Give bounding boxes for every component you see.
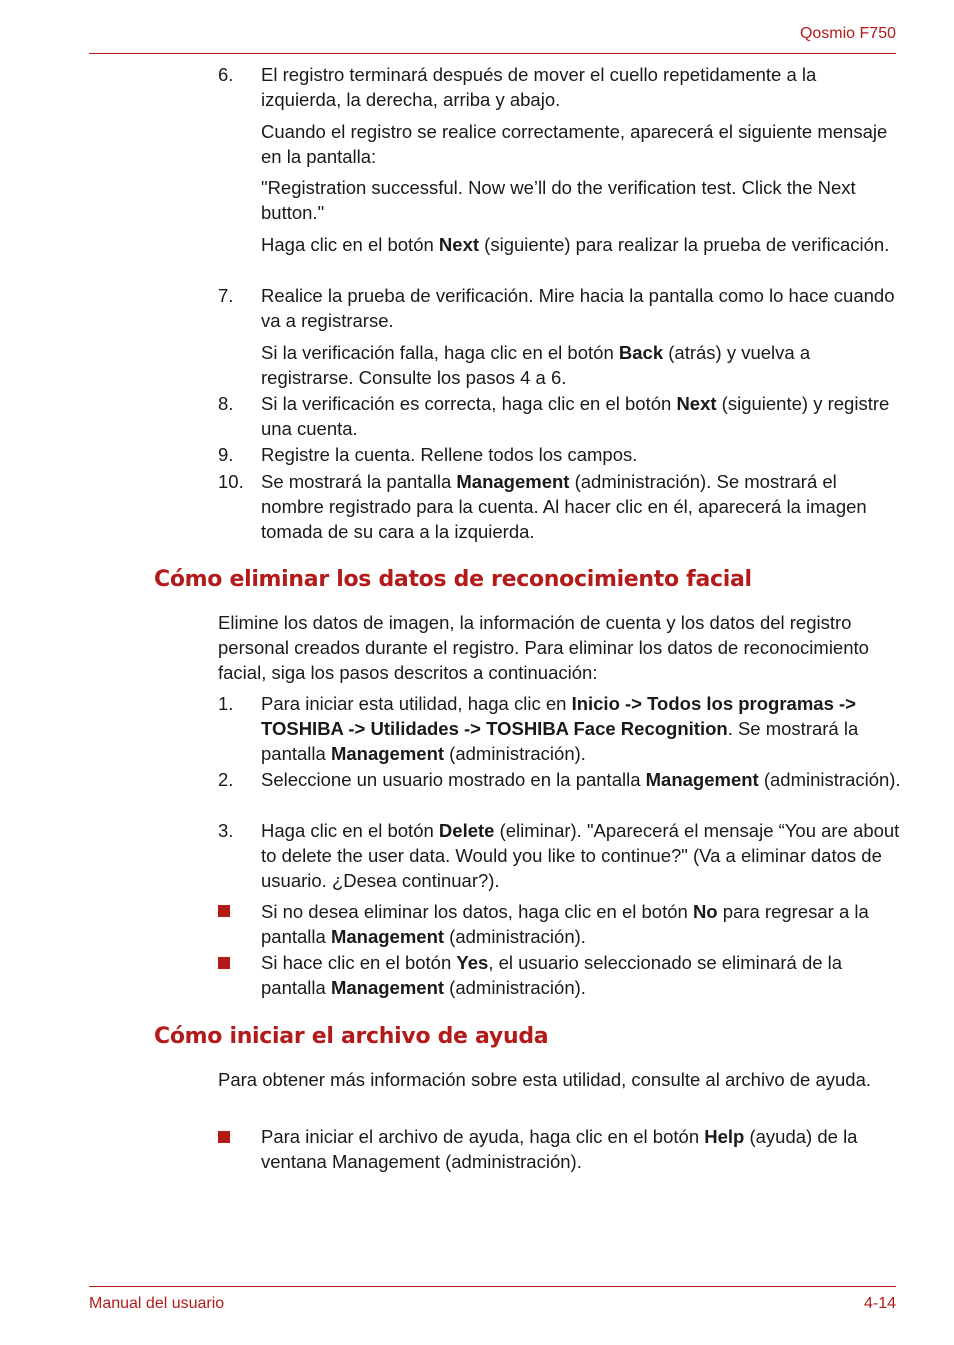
text-run: (atrás) y vuelva a registrarse. Consulte los pasos 4 a 6. bbox=[261, 342, 811, 388]
item6-paragraph-4 bbox=[261, 232, 901, 257]
text-run: Haga clic en el botón bbox=[261, 820, 439, 841]
text-run: Si hace clic en el botón bbox=[261, 952, 457, 973]
text-run: Seleccione un usuario mostrado en la pantalla bbox=[261, 769, 646, 790]
bold-term: Back bbox=[618, 342, 664, 363]
bullet-square-icon bbox=[218, 957, 230, 969]
step-number-3: 3. bbox=[218, 820, 234, 841]
step-number-1: 1. bbox=[218, 693, 234, 714]
list-number-8: 8. bbox=[218, 393, 234, 414]
text-run: (administración). bbox=[444, 743, 586, 764]
item9-paragraph: Registre la cuenta. Rellene todos los campos. bbox=[261, 444, 638, 465]
bold-term: No bbox=[692, 901, 718, 922]
list-number-9: 9. bbox=[218, 444, 234, 465]
text-run: Para iniciar esta utilidad, haga clic en bbox=[261, 693, 572, 714]
bullet-square-icon bbox=[218, 1131, 230, 1143]
item10-paragraph bbox=[261, 469, 901, 544]
text-run: (siguiente) para realizar la prueba de verificación. bbox=[479, 234, 890, 255]
text-run: Si la verificación es correcta, haga clic en el botón bbox=[261, 393, 677, 414]
step3-paragraph bbox=[261, 818, 901, 893]
bold-term: Management bbox=[456, 471, 570, 492]
text-run: (administración). bbox=[444, 926, 586, 947]
text-run: Se mostrará la pantalla bbox=[261, 471, 457, 492]
bold-term: Help bbox=[704, 1126, 745, 1147]
header-title: Qosmio F750 bbox=[799, 25, 896, 42]
text-run: (ayuda) de la ventana Management (administración). bbox=[261, 1126, 858, 1172]
text-run: Para iniciar el archivo de ayuda, haga clic en el botón bbox=[261, 1126, 705, 1147]
section2-intro: Para obtener más información sobre esta utilidad, consulte al archivo de ayuda. bbox=[218, 1069, 872, 1090]
text-run: (administración). Se mostrará el nombre registrado para la cuenta. Al hacer clic en él, aparecerá la imagen tomada de su cara a la izquierda. bbox=[261, 471, 867, 542]
step-number-2: 2. bbox=[218, 769, 234, 790]
list-number-10: 10. bbox=[218, 471, 244, 492]
footer-page-number: 4-14 bbox=[863, 1295, 896, 1312]
text-run: (siguiente) y registre una cuenta. bbox=[261, 393, 890, 439]
section1-intro: Elimine los datos de imagen, la información de cuenta y los datos del registro personal creados durante el registro. Para eliminar los datos de reconocimiento facial, siga los pasos descritos a continuación: bbox=[218, 612, 869, 683]
bullet2-paragraph bbox=[261, 950, 901, 1000]
bullet-square-icon bbox=[218, 905, 230, 917]
text-run: (administración). bbox=[444, 977, 586, 998]
bold-term: Yes bbox=[456, 952, 489, 973]
help-bullet-paragraph bbox=[261, 1124, 901, 1174]
step2-paragraph bbox=[261, 767, 901, 792]
text-run: . Se mostrará la pantalla bbox=[261, 718, 859, 764]
item6-paragraph-1: El registro terminará después de mover el cuello repetidamente a la izquierda, la derecha, arriba y abajo. bbox=[261, 64, 817, 110]
header-rule bbox=[89, 53, 896, 54]
bold-term: Delete bbox=[438, 820, 495, 841]
text-run: Si no desea eliminar los datos, haga clic en el botón bbox=[261, 901, 693, 922]
bold-term: Management bbox=[645, 769, 759, 790]
item6-paragraph-2: Cuando el registro se realice correctamente, aparecerá el siguiente mensaje en la pantalla: bbox=[261, 121, 888, 167]
section-heading-help-file: Cómo iniciar el archivo de ayuda bbox=[154, 1024, 549, 1049]
item8-paragraph bbox=[261, 391, 901, 441]
text-run: para regresar a la pantalla bbox=[261, 901, 869, 947]
bold-term: Next bbox=[438, 234, 480, 255]
text-run: , el usuario seleccionado se eliminará de la pantalla bbox=[261, 952, 843, 998]
bold-term: Management bbox=[330, 926, 445, 947]
item6-paragraph-3: "Registration successful. Now we’ll do the verification test. Click the Next button." bbox=[261, 177, 856, 223]
bullet1-paragraph bbox=[261, 899, 901, 949]
item7-paragraph-1: Realice la prueba de verificación. Mire hacia la pantalla como lo hace cuando va a registrarse. bbox=[261, 285, 895, 331]
text-run: (eliminar). "Aparecerá el mensaje “You are about to delete the user data. Would you like to continue?" (Va a eliminar datos de usuario. ¿Desea continuar?). bbox=[261, 820, 900, 891]
list-number-7: 7. bbox=[218, 285, 234, 306]
bold-term: Inicio -> Todos los programas -> TOSHIBA -> Utilidades -> TOSHIBA Face Recognition bbox=[261, 693, 856, 739]
item7-paragraph-2 bbox=[261, 340, 901, 390]
section-heading-delete-data: Cómo eliminar los datos de reconocimiento facial bbox=[154, 567, 752, 592]
text-run: (administración). bbox=[758, 769, 901, 790]
bold-term: Management bbox=[330, 743, 445, 764]
footer-manual-title: Manual del usuario bbox=[89, 1295, 225, 1312]
text-run: Haga clic en el botón bbox=[261, 234, 439, 255]
text-run: Si la verificación falla, haga clic en el botón bbox=[261, 342, 619, 363]
bold-term: Next bbox=[676, 393, 717, 414]
footer-rule bbox=[89, 1286, 896, 1287]
bold-term: Management bbox=[330, 977, 445, 998]
step1-paragraph bbox=[261, 691, 901, 766]
list-number-6: 6. bbox=[218, 64, 234, 85]
